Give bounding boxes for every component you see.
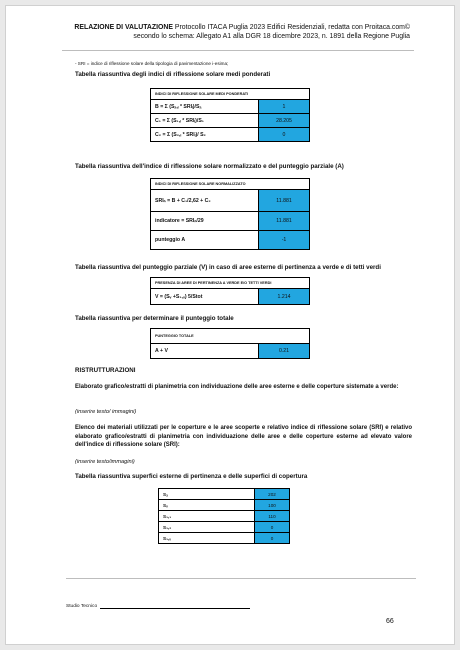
t5-value: 0	[255, 522, 290, 533]
page-number: 66	[386, 618, 394, 625]
t5-label: S₁,₂	[159, 522, 255, 533]
t5-title: Tabella riassuntiva superfici esterne di pertinenza e delle superfici di copertura	[75, 473, 308, 480]
t1-label: B = Σ (Sₐ,ᵢ * SRIᵢ)/Sₐ	[151, 100, 259, 114]
studio-tecnico-label: Studio Tecnico	[66, 604, 98, 609]
t5-table	[158, 488, 290, 544]
header-schema: secondo lo schema: Allegato A1 alla DGR 18 dicembre 2023, n. 1891 della Regione Puglia	[133, 33, 410, 40]
t4-table	[150, 328, 310, 359]
ristrutturazioni-heading: RISTRUTTURAZIONI	[75, 367, 136, 374]
table-row	[151, 190, 310, 212]
page-header	[60, 23, 410, 41]
header-protocol: Protocollo ITACA Puglia 2023 Edifici Residenziali, redatta con Proitaca.com©	[172, 24, 410, 31]
t2-table	[150, 178, 310, 250]
t1-table	[150, 88, 310, 142]
t5-label: Sₐ	[159, 489, 255, 500]
t2-value: 11.881	[259, 212, 310, 231]
t5-value: 110	[255, 511, 290, 522]
t1-title: Tabella riassuntiva degli indici di riflessione solare medi ponderati	[75, 71, 271, 78]
t5-label: S₁,₁	[159, 511, 255, 522]
header-title: RELAZIONE DI VALUTAZIONE	[74, 24, 173, 31]
t5-label: Sᵥ	[159, 500, 255, 511]
insert-placeholder-2: (inserire testo/immagini)	[75, 459, 135, 465]
table-row	[159, 500, 290, 511]
t4-label: A + V	[151, 344, 259, 359]
footer-rule	[66, 578, 416, 579]
t5-value: 0	[255, 533, 290, 544]
paragraph-materiali: Elenco dei materiali utilizzati per le coperture e le aree scoperte e relativo indice di riflessione solare (SRI) e relativo elaborato grafico/estratti di planimetria con individuazione delle aree e delle coperture esterne ad elevato valore dell'indice di riflessione solare (SRI):	[75, 425, 412, 449]
t5-label: S₁,ᵥ	[159, 533, 255, 544]
table-row	[159, 533, 290, 544]
t4-value: 0.21	[259, 344, 310, 359]
table-row	[159, 522, 290, 533]
table-row	[159, 511, 290, 522]
header-rule	[62, 50, 414, 51]
t1-value: 1	[259, 100, 310, 114]
t2-label: SRIₙ = B + C₁/2,62 + C₂	[151, 190, 259, 212]
table-row	[151, 100, 310, 114]
sri-note: - SRI = indice di riflessione solare della tipologia di pavimentazione i-esima;	[75, 61, 229, 66]
t5-value: 100	[255, 500, 290, 511]
t2-value: 11.881	[259, 190, 310, 212]
paragraph-aree-verde: Elaborato grafico/estratti di planimetria con individuazione delle aree esterne e delle coperture sistemate a verde:	[75, 384, 399, 390]
table-row	[151, 344, 310, 359]
t4-header: PUNTEGGIO TOTALE	[151, 329, 310, 344]
t3-table	[150, 277, 310, 305]
table-row	[151, 128, 310, 142]
t1-value: 28.205	[259, 114, 310, 128]
t2-header: INDICI DI RIFLESSIONE SOLARE NORMALIZZATO	[151, 179, 310, 190]
t3-label: V = (Sᵥ +S₁,ᵥ) 5/Stot	[151, 289, 259, 305]
t3-value: 1.214	[259, 289, 310, 305]
t2-title: Tabella riassuntiva dell'indice di riflessione solare normalizzato e del punteggio parziale (A)	[75, 163, 344, 170]
table-row	[151, 212, 310, 231]
t3-title: Tabella riassuntiva del punteggio parziale (V) in caso di aree esterne di pertinenza a verde e di tetti verdi	[75, 264, 381, 271]
t3-header: PRESENZA DI AREE DI PERTINENZA A VERDE E/O TETTI VERDI	[151, 278, 310, 289]
t2-label: punteggio A	[151, 231, 259, 250]
table-row	[151, 231, 310, 250]
table-row	[151, 114, 310, 128]
t1-value: 0	[259, 128, 310, 142]
t2-value: -1	[259, 231, 310, 250]
signature-line	[100, 608, 250, 609]
table-row	[159, 489, 290, 500]
t5-value: 202	[255, 489, 290, 500]
t4-title: Tabella riassuntiva per determinare il punteggio totale	[75, 315, 234, 322]
t1-label: C₂ = Σ (S₂,ᵢ * SRIᵢ)/ S₂	[151, 128, 259, 142]
t2-label: indicatore = SRIₙ/29	[151, 212, 259, 231]
footer	[66, 604, 250, 609]
t1-header: INDICI DI RIFLESSIONE SOLARE MEDI PONDERATI	[151, 89, 310, 100]
t1-label: C₁ = Σ (S₁,ᵢ * SRIᵢ)/S₁	[151, 114, 259, 128]
table-row	[151, 289, 310, 305]
insert-placeholder-1: (inserire testo/ immagini)	[75, 409, 137, 415]
